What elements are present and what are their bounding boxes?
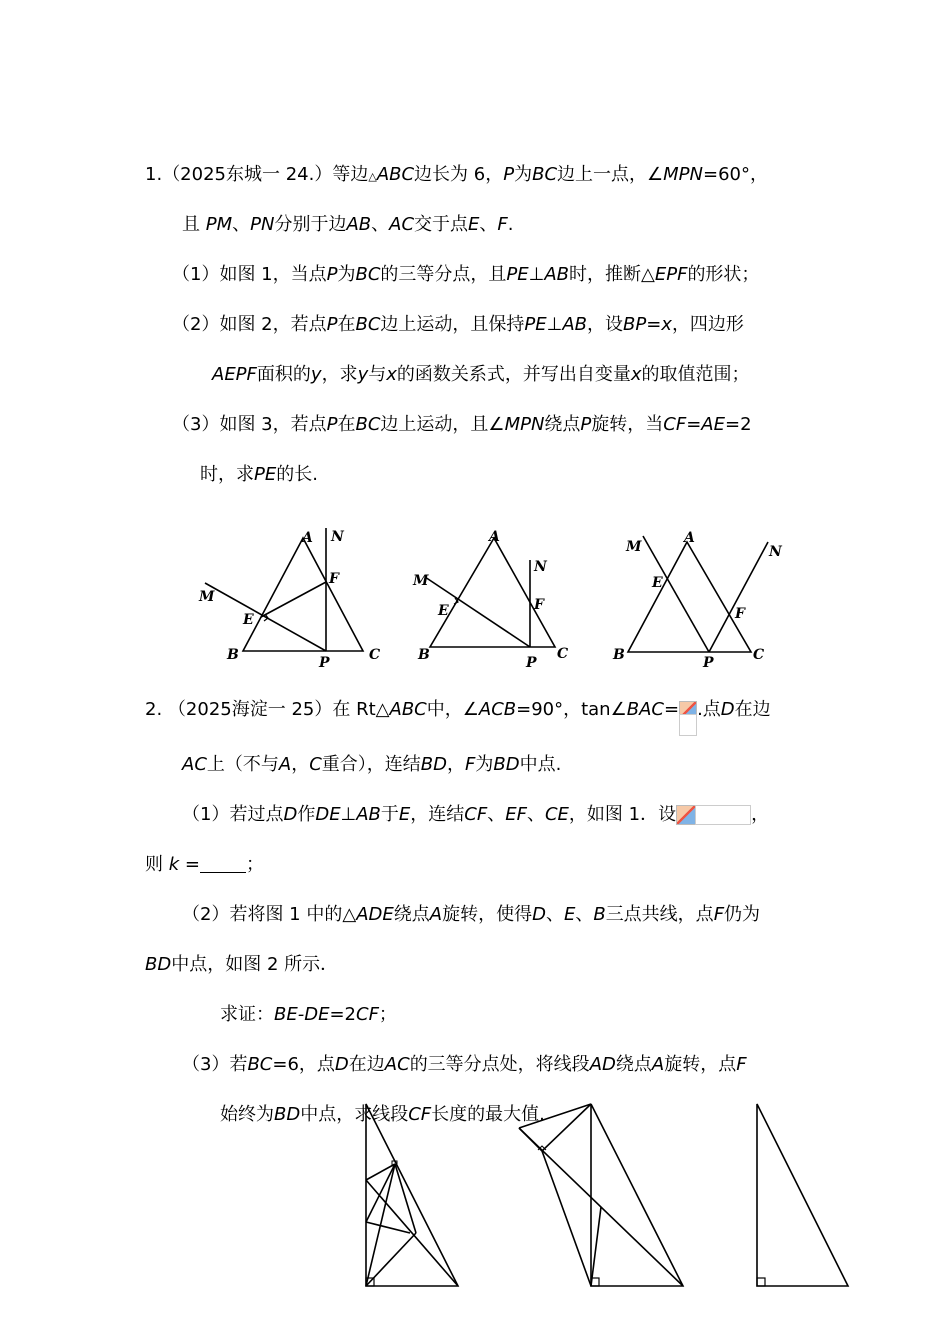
q1-figure-1 [195, 525, 390, 675]
q2-part-2: （2）若将图 1 中的△ADE绕点A旋转，使得D、E、B三点共线，点F仍为 [182, 904, 761, 925]
q1-figure-3 [610, 528, 800, 678]
q2-proof: 求证：BE-DE=2CF； [220, 1004, 397, 1025]
q1-part-1: （1）如图 1，当点P为BC的三等分点，且PE⊥AB时，推断△EPF的形状； [172, 264, 760, 285]
label-e: E [438, 603, 449, 619]
q2-part-3-cont: 始终为BD中点，求线段CF长度的最大值. [220, 1104, 545, 1125]
ray-pn [709, 542, 768, 652]
q1-part-2: （2）如图 2，若点P在BC边上运动，且保持PE⊥AB，设BP=x，四边形 [172, 314, 744, 335]
segment-ce [542, 1151, 591, 1286]
q2-line-1: 2. （2025海淀一 25）在 Rt△ABC中，∠ACB=90°，tan∠BAC= .点D在边 [145, 698, 771, 722]
label-a: A [302, 530, 313, 546]
tan-value-image-icon [679, 698, 697, 722]
label-n: N [534, 559, 547, 575]
q1-part-3-cont: 时，求PE的长. [200, 464, 318, 485]
label-f: F [329, 571, 339, 587]
ratio-formula-image-icon [676, 803, 751, 827]
q1-figure-2 [410, 525, 590, 675]
label-e: E [243, 612, 254, 628]
label-m: M [413, 573, 429, 589]
label-m: M [626, 539, 642, 555]
label-p: P [319, 655, 330, 671]
label-c: C [557, 646, 569, 662]
segment-eb [395, 1164, 416, 1233]
q1-line-1: 1.（2025东城一 24.）等边△ABC边长为 6，P为BC边上一点，∠MPN=60°， [145, 164, 769, 185]
label-f: F [534, 597, 544, 613]
label-p: P [526, 655, 537, 671]
right-triangle-abc [757, 1104, 848, 1286]
q1-line-2: 且 PM、PN分别于边AB、AC交于点E、F. [182, 214, 514, 235]
label-n: N [331, 529, 344, 545]
triangle-abc [628, 542, 751, 652]
q2-part-1: （1）若过点D作DE⊥AB于E，连结CF、EF、CE，如图 1．设 ， [182, 804, 770, 825]
segment-cf [366, 1233, 416, 1286]
label-n: N [769, 544, 782, 560]
label-m: M [199, 589, 215, 605]
right-angle-mark [757, 1278, 765, 1286]
label-c: C [369, 647, 381, 663]
segment-ad [519, 1104, 591, 1128]
q2-figure-3 [750, 1100, 855, 1290]
ray-pm [643, 536, 709, 652]
segment-ae [542, 1104, 591, 1151]
q2-part-3: （3）若BC=6，点D在边AC的三等分点处，将线段AD绕点A旋转，点F [182, 1054, 747, 1075]
label-e: E [652, 575, 663, 591]
q2-figure-1 [360, 1100, 470, 1290]
q2-figure-2 [515, 1100, 695, 1290]
label-f: F [735, 606, 745, 622]
label-b: B [418, 647, 430, 663]
label-c: C [753, 647, 765, 663]
q1-part-2-cont: AEPF面积的y，求y与x的函数关系式，并写出自变量x的取值范围； [212, 364, 750, 385]
right-triangle-abc [591, 1104, 683, 1286]
label-a: A [684, 530, 695, 546]
label-a: A [489, 529, 500, 545]
q2-part-1-answer: 则 k = ； [145, 854, 264, 875]
segment-cf [591, 1207, 601, 1286]
answer-blank[interactable] [200, 854, 246, 873]
ray-pm [205, 583, 326, 651]
label-b: B [227, 647, 239, 663]
q2-part-2-cont: BD中点，如图 2 所示． [145, 954, 339, 975]
q2-line-2: AC上（不与A，C重合），连结BD，F为BD中点. [182, 754, 562, 775]
label-b: B [613, 647, 625, 663]
label-p: P [703, 655, 714, 671]
q1-part-3: （3）如图 3，若点P在BC边上运动，且∠MPN绕点P旋转，当CF=AE=2 [172, 414, 752, 435]
